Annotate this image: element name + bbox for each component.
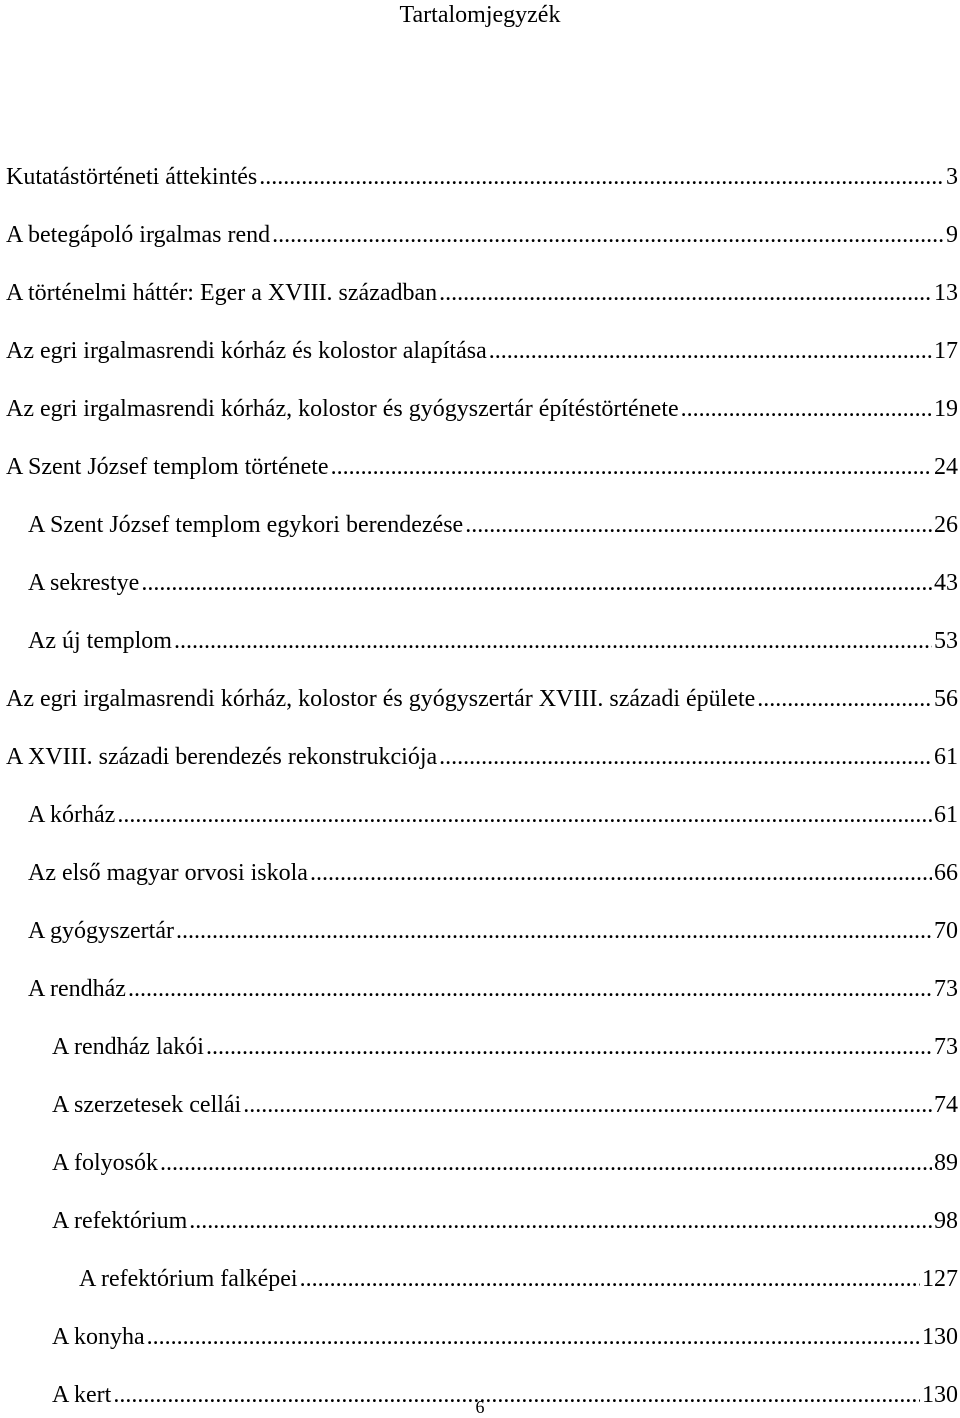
toc-dot-leader: [300, 1265, 920, 1293]
toc-entry-page: 3: [946, 164, 958, 190]
toc-entry-page: 61: [934, 802, 958, 828]
toc-dot-leader: [189, 1207, 932, 1235]
toc-entry: [0, 365, 960, 423]
toc-entry: [0, 1235, 960, 1293]
toc-entry-title: A történelmi háttér: Eger a XVIII. században: [6, 280, 438, 306]
toc-entry-title: Az egri irgalmasrendi kórház és kolostor alapítása: [6, 338, 487, 364]
toc-entry: [0, 1119, 960, 1177]
toc-entry: [0, 481, 960, 539]
toc-dot-leader: [310, 859, 932, 887]
toc-dot-leader: [681, 395, 932, 423]
toc-entry: [0, 133, 960, 191]
toc-entry-page: 56: [934, 686, 958, 712]
toc-entry-page: 17: [934, 338, 958, 364]
toc-dot-leader: [147, 1323, 920, 1351]
toc-dot-leader: [439, 743, 932, 771]
toc-entry-page: 74: [934, 1092, 958, 1118]
toc-entry-title: A rendház lakói: [52, 1034, 204, 1060]
toc-entry-title: Az egri irgalmasrendi kórház, kolostor és gyógyszertár XVIII. századi épülete: [6, 686, 756, 712]
toc-entry: [0, 307, 960, 365]
toc-entry-title: Az első magyar orvosi iskola: [28, 860, 308, 886]
toc-entry-title: A gyógyszertár: [28, 918, 174, 944]
toc-dot-leader: [259, 163, 944, 191]
toc-entry-title: A sekrestye: [28, 570, 140, 596]
toc-entry-page: 73: [934, 976, 958, 1002]
toc-entry-page: 70: [934, 918, 958, 944]
toc-entry: [0, 423, 960, 481]
toc-entry-page: 26: [934, 512, 958, 538]
toc-entry-title: A konyha: [52, 1324, 145, 1350]
toc-entry-title: A betegápoló irgalmas rend: [6, 222, 271, 248]
toc-dot-leader: [465, 511, 932, 539]
toc-dot-leader: [117, 801, 932, 829]
toc-entry-title: Az egri irgalmasrendi kórház, kolostor és gyógyszertár építéstörténete: [6, 396, 679, 422]
toc-entry-title: A szerzetesek cellái: [52, 1092, 242, 1118]
toc-entry: [0, 771, 960, 829]
toc-dot-leader: [272, 221, 944, 249]
table-of-contents: [0, 133, 960, 1409]
toc-dot-leader: [174, 627, 932, 655]
toc-dot-leader: [160, 1149, 932, 1177]
toc-entry: [0, 655, 960, 713]
toc-entry-page: 19: [934, 396, 958, 422]
toc-entry: [0, 1177, 960, 1235]
toc-entry: [0, 539, 960, 597]
toc-entry-page: 98: [934, 1208, 958, 1234]
toc-entry-page: 13: [934, 280, 958, 306]
toc-dot-leader: [489, 337, 932, 365]
toc-dot-leader: [243, 1091, 932, 1119]
page-title: Tartalomjegyzék: [399, 2, 561, 28]
toc-entry: [0, 887, 960, 945]
toc-entry-title: A folyosók: [52, 1150, 159, 1176]
toc-entry: [0, 945, 960, 1003]
toc-entry-page: 9: [946, 222, 958, 248]
toc-dot-leader: [331, 453, 932, 481]
toc-entry: [0, 249, 960, 307]
toc-entry-title: Az új templom: [28, 628, 172, 654]
toc-entry: [0, 829, 960, 887]
toc-dot-leader: [141, 569, 932, 597]
toc-dot-leader: [757, 685, 932, 713]
toc-entry-title: A rendház: [28, 976, 126, 1002]
toc-entry-title: A kórház: [28, 802, 116, 828]
page-number: 6: [475, 1397, 485, 1417]
toc-entry-page: 24: [934, 454, 958, 480]
toc-entry: [0, 1003, 960, 1061]
toc-entry-title: A Szent József templom története: [6, 454, 329, 480]
toc-entry-page: 61: [934, 744, 958, 770]
toc-entry: [0, 1293, 960, 1351]
toc-entry-page: 53: [934, 628, 958, 654]
toc-entry-page: 127: [922, 1266, 958, 1292]
toc-dot-leader: [206, 1033, 932, 1061]
toc-entry-page: 73: [934, 1034, 958, 1060]
toc-dot-leader: [176, 917, 932, 945]
toc-entry: [0, 713, 960, 771]
toc-entry-title: Kutatástörténeti áttekintés: [6, 164, 258, 190]
toc-dot-leader: [439, 279, 932, 307]
toc-entry-page: 130: [922, 1382, 958, 1408]
toc-entry-page: 43: [934, 570, 958, 596]
toc-entry-title: A kert: [52, 1382, 112, 1408]
toc-entry-title: A refektórium: [52, 1208, 188, 1234]
toc-dot-leader: [128, 975, 932, 1003]
toc-entry: [0, 597, 960, 655]
toc-entry-title: A XVIII. századi berendezés rekonstrukciója: [6, 744, 438, 770]
toc-entry: [0, 191, 960, 249]
toc-entry-title: A refektórium falképei: [79, 1266, 298, 1292]
toc-entry-title: A Szent József templom egykori berendezése: [28, 512, 464, 538]
toc-entry: [0, 1061, 960, 1119]
toc-entry-page: 66: [934, 860, 958, 886]
toc-entry-page: 89: [934, 1150, 958, 1176]
toc-entry-page: 130: [922, 1324, 958, 1350]
